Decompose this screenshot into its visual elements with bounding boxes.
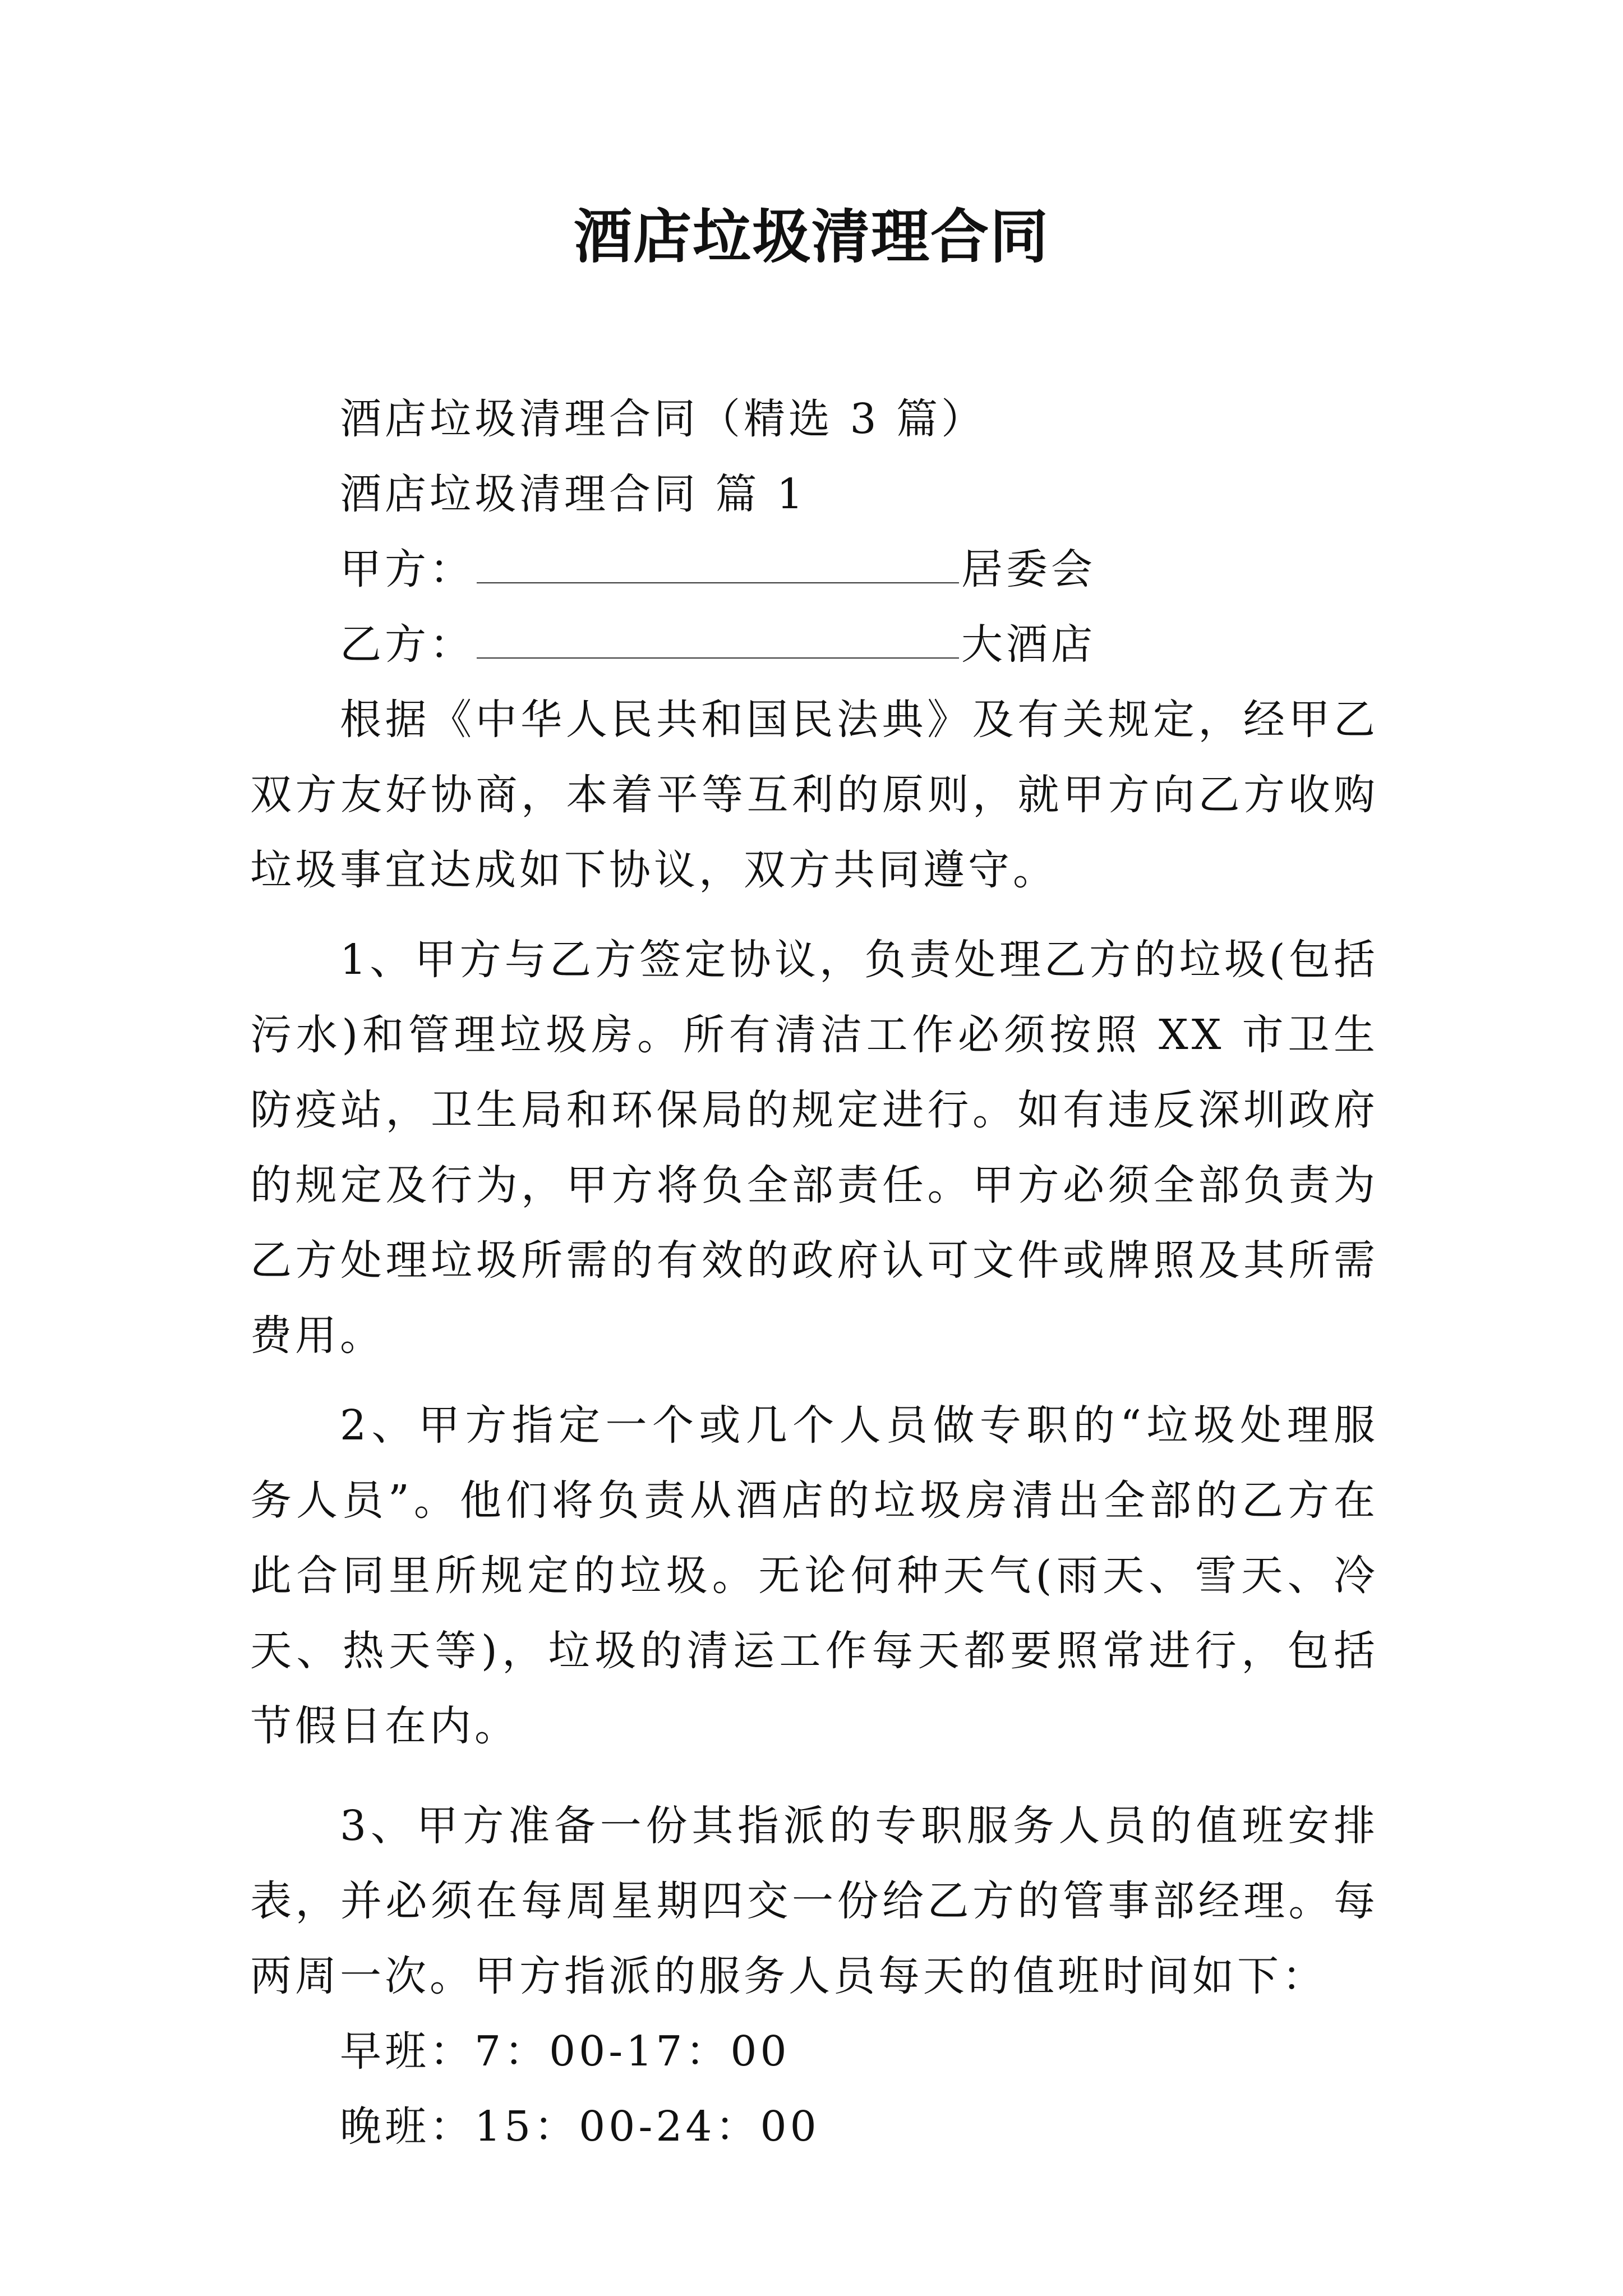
document-subtitle: 酒店垃圾清理合同（精选 3 篇） <box>340 395 986 443</box>
party-a-blank <box>477 536 959 583</box>
clause-1: 1、甲方与乙方签定协议，负责处理乙方的垃圾(包括污水)和管理垃圾房。所有清洁工作必须按照 XX 市卫生防疫站，卫生局和环保局的规定进行。如有违反深圳政府的规定及行为，甲方将负全部责任。甲方必须全部负责为乙方处理垃圾所需的有效的政府认可文件或牌照及其所需费用。 <box>250 936 1378 1360</box>
party-b-label: 乙方： <box>340 620 474 669</box>
section-heading: 酒店垃圾清理合同 篇 1 <box>340 470 807 518</box>
document-body <box>250 381 1378 2164</box>
party-a-line <box>250 532 1378 607</box>
party-b-line <box>250 607 1378 682</box>
clause-2: 2、甲方指定一个或几个人员做专职的“垃圾处理服务人员”。他们将负责从酒店的垃圾房清出全部的乙方在此合同里所规定的垃圾。无论何种天气(雨天、雪天、冷天、热天等)，垃圾的清运工作每天都要照常进行，包括节假日在内。 <box>250 1401 1378 1750</box>
party-b-suffix: 大酒店 <box>961 620 1096 669</box>
shift-evening: 晚班：15：00-24：00 <box>340 2102 820 2151</box>
clause-3: 3、甲方准备一份其指派的专职服务人员的值班安排表，并必须在每周星期四交一份给乙方的管事部经理。每两周一次。甲方指派的服务人员每天的值班时间如下： <box>250 1802 1378 2000</box>
party-b-blank <box>477 611 959 659</box>
shift-morning: 早班：7：00-17：00 <box>340 2027 790 2076</box>
party-a-suffix: 居委会 <box>961 545 1096 593</box>
party-a-label: 甲方： <box>340 545 474 593</box>
intro-paragraph: 根据《中华人民共和国民法典》及有关规定，经甲乙双方友好协商，本着平等互利的原则，就甲方向乙方收购垃圾事宜达成如下协议，双方共同遵守。 <box>250 696 1378 894</box>
page-title: 酒店垃圾清理合同 <box>573 202 1049 271</box>
